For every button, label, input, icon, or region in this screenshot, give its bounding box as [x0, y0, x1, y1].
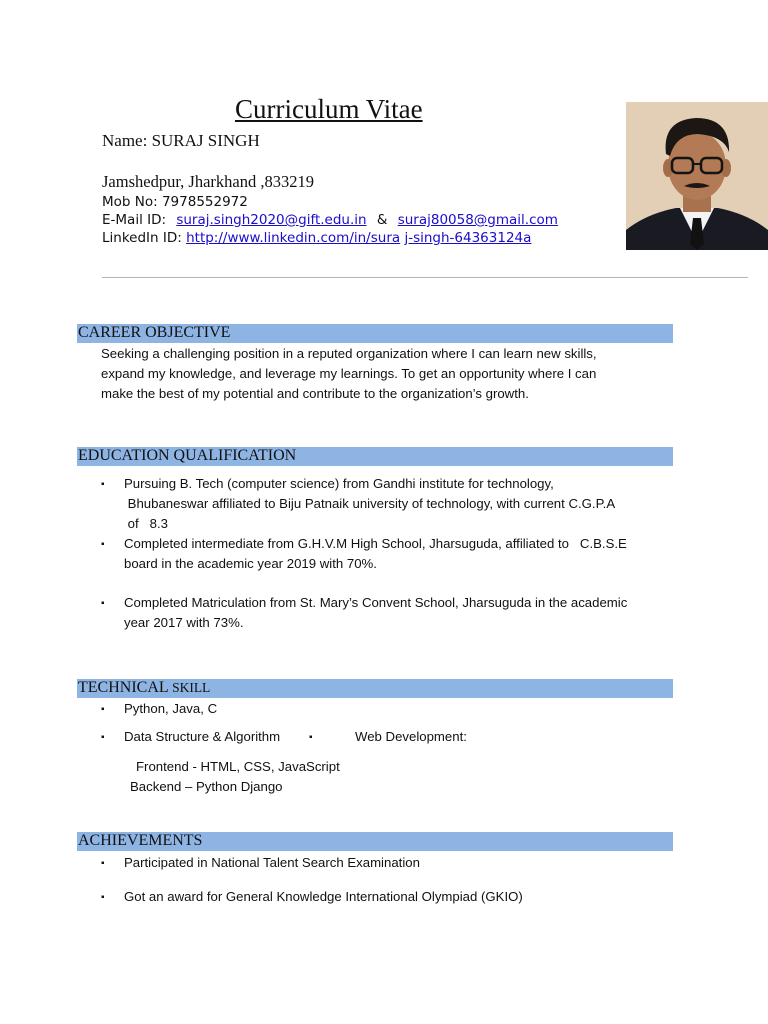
- bullet-icon: ▪: [101, 858, 105, 869]
- career-line: Seeking a challenging position in a reputed organization where I can learn new skills,: [101, 346, 597, 361]
- email-separator: &: [376, 212, 388, 228]
- career-objective-text: [101, 344, 597, 404]
- education-line: of 8.3: [124, 516, 168, 531]
- career-objective-heading: CAREER OBJECTIVE: [78, 324, 231, 341]
- technical-skill-heading: [78, 679, 210, 697]
- bullet-icon: ▪: [101, 479, 105, 490]
- profile-photo: [626, 102, 768, 250]
- education-line: Pursuing B. Tech (computer science) from Gandhi institute for technology,: [124, 476, 554, 491]
- email-link-2[interactable]: suraj80058@gmail.com: [397, 212, 558, 228]
- bullet-icon: ▪: [101, 598, 105, 609]
- education-line: Completed Matriculation from St. Mary’s Convent School, Jharsuguda in the academic: [124, 595, 628, 610]
- achievement-item: Participated in National Talent Search Examination: [124, 855, 420, 870]
- career-line: make the best of my potential and contribute to the organization’s growth.: [101, 386, 529, 401]
- bullet-icon: ▪: [101, 704, 105, 715]
- linkedin-link-part-1[interactable]: http://www.linkedin.com/in/sura: [186, 230, 401, 246]
- skill-languages: Python, Java, C: [124, 701, 218, 716]
- achievements-heading: ACHIEVEMENTS: [78, 832, 203, 849]
- email-line: [102, 212, 558, 228]
- bullet-icon: ▪: [309, 732, 313, 743]
- skill-frontend: Frontend - HTML, CSS, JavaScript: [136, 759, 340, 774]
- education-line: board in the academic year 2019 with 70%.: [124, 556, 377, 571]
- education-heading: EDUCATION QUALIFICATION: [78, 447, 297, 464]
- skill-dsa: Data Structure & Algorithm: [124, 729, 281, 744]
- candidate-name: Name: SURAJ SINGH: [102, 131, 260, 150]
- career-line: expand my knowledge, and leverage my learnings. To get an opportunity where I can: [101, 366, 597, 381]
- education-item-intermediate: [124, 534, 627, 574]
- bullet-icon: ▪: [101, 892, 105, 903]
- address: Jamshedpur, Jharkhand ,833219: [102, 172, 314, 191]
- education-item-matriculation: [124, 593, 627, 633]
- mobile-number: Mob No: 7978552972: [102, 194, 248, 210]
- education-item-btech: [124, 474, 615, 534]
- education-line: Completed intermediate from G.H.V.M High School, Jharsuguda, affiliated to C.B.S.E: [124, 536, 627, 551]
- skill-web-development: Web Development:: [355, 729, 467, 744]
- email-link-1[interactable]: suraj.singh2020@gift.edu.in: [176, 212, 367, 228]
- header-divider: [102, 277, 748, 278]
- skill-backend: Backend – Python Django: [130, 779, 283, 794]
- education-line: Bhubaneswar affiliated to Biju Patnaik university of technology, with current C.G.P.A: [124, 496, 616, 511]
- technical-skill-heading-main: TECHNICAL: [78, 679, 173, 696]
- page-title: Curriculum Vitae: [235, 94, 423, 124]
- achievement-item: Got an award for General Knowledge International Olympiad (GKIO): [124, 889, 523, 904]
- education-line: year 2017 with 73%.: [124, 615, 244, 630]
- bullet-icon: ▪: [101, 539, 105, 550]
- email-label: E-Mail ID:: [102, 212, 167, 228]
- linkedin-label: LinkedIn ID:: [102, 230, 182, 246]
- bullet-icon: ▪: [101, 732, 105, 743]
- linkedin-line: [102, 230, 531, 246]
- technical-skill-heading-small: SKILL: [172, 680, 211, 695]
- linkedin-link-part-2[interactable]: j-singh-64363124a: [404, 230, 532, 246]
